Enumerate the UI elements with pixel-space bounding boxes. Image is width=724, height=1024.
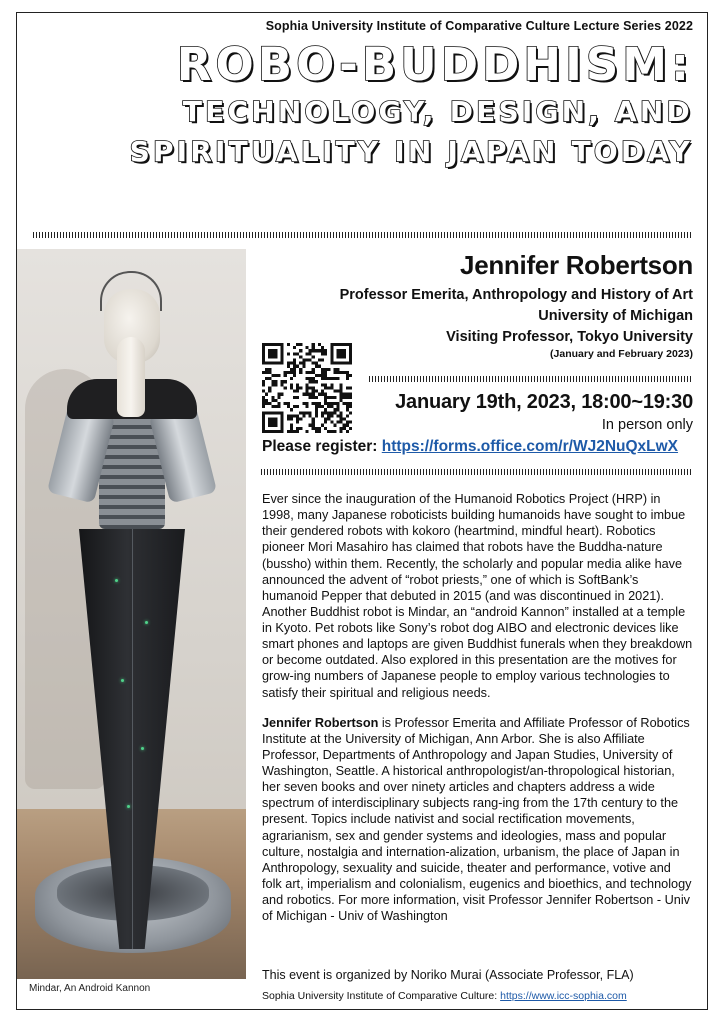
speaker-name: Jennifer Robertson [460,250,693,280]
dotted-divider-top [33,232,693,238]
institute-link[interactable]: https://www.icc-sophia.com [500,990,627,1002]
led-light [127,805,130,808]
event-poster [16,12,708,1010]
description [262,491,694,924]
institute-label: Sophia University Institute of Comparative Culture: [262,990,501,1002]
photo-caption: Mindar, An Android Kannon [29,983,151,994]
led-light [145,621,148,624]
registration-link[interactable]: https://forms.office.com/r/WJ2NuQxLwX [381,438,679,455]
speaker-visiting-title: Visiting Professor, Tokyo University [446,328,693,345]
institute-footer [262,990,627,1002]
dotted-divider-lower [261,469,693,475]
led-light [121,679,124,682]
abstract-paragraph: Ever since the inauguration of the Humanoid Robotics Project (HRP) in 1998, many Japanese roboticists building humanoids have sought to imbue their gendered robots with kokoro (heartmind, mindful heart). Robotics pioneer Mori Masahiro has claimed that robots have the Buddha-nature (bussho) within them. Recently, the scholarly and popular media alike have announced the advent of “robot priests,” one of which is SoftBank’s humanoid Pepper that debuted in 2015 (and was discontinued in 2021). Another Buddhist robot is Mindar, an “android Kannon” installed at a temple in Kyoto. Pet robots like Sony’s robot dog AIBO and electronic devices like smart phones and laptops are given Buddhist funerals when they breakdown or become outdated. Also explored in this presentation are the motives for grow-ing numbers of Japanese people to employ various technologies to satisfy their spiritual and religious needs. [262,492,693,700]
event-format: In person only [601,417,693,433]
speaker-title: Professor Emerita, Anthropology and History of Art [339,286,693,303]
registration-qr-code[interactable] [262,343,352,433]
speaker-affiliation: University of Michigan [538,307,693,324]
dotted-divider-mid [369,376,693,382]
register-label: Please register: [262,438,382,455]
title-line-1: ROBO-BUDDHISM: [176,38,693,91]
bio-paragraph [262,715,694,925]
bio-text: is Professor Emerita and Affiliate Professor of Robotics Institute at the University of Michigan, Ann Arbor. She is also Affiliate Professor, Departments of Anthropology and Japan Studies, University of Washington, Seattle. A historical anthropologist/an-thropological historian, her seven books and over ninety articles and chapters address a wide spectrum of interdisciplinary subjects rang-ing from the 17th century to the present. Topics include nativist and social rectification movements, agrarianism, sex and gender systems and ideologies, mass and popular culture, nostalgia and internation-alization, urbanism, the place of Japan in Anthropology, sexuality and suicide, theater and performance, votive and folk art, imperialism and colonialism, eugenics and bioethics, and technology and robotics. For more information, visit Professor Jennifer Robertson - Univ of Michigan - Univ of Washington [262,715,692,924]
android-kannon-photo [17,249,246,979]
led-light [115,579,118,582]
qr-code-graphic [262,343,352,433]
event-date-time: January 19th, 2023, 18:00~19:30 [395,391,693,413]
title-line-2: TECHNOLOGY, DESIGN, AND [182,95,693,129]
led-light [141,747,144,750]
lecture-series-label: Sophia University Institute of Comparative Culture Lecture Series 2022 [265,19,693,33]
organizer-note: This event is organized by Noriko Murai (Associate Professor, FLA) [262,968,634,982]
title-line-3: SPIRITUALITY IN JAPAN TODAY [129,135,693,169]
visiting-period: (January and February 2023) [550,347,693,360]
robot-praying-hands [117,337,145,417]
registration-line [262,438,678,456]
bio-name: Jennifer Robertson [262,715,379,730]
event-title [33,39,693,168]
